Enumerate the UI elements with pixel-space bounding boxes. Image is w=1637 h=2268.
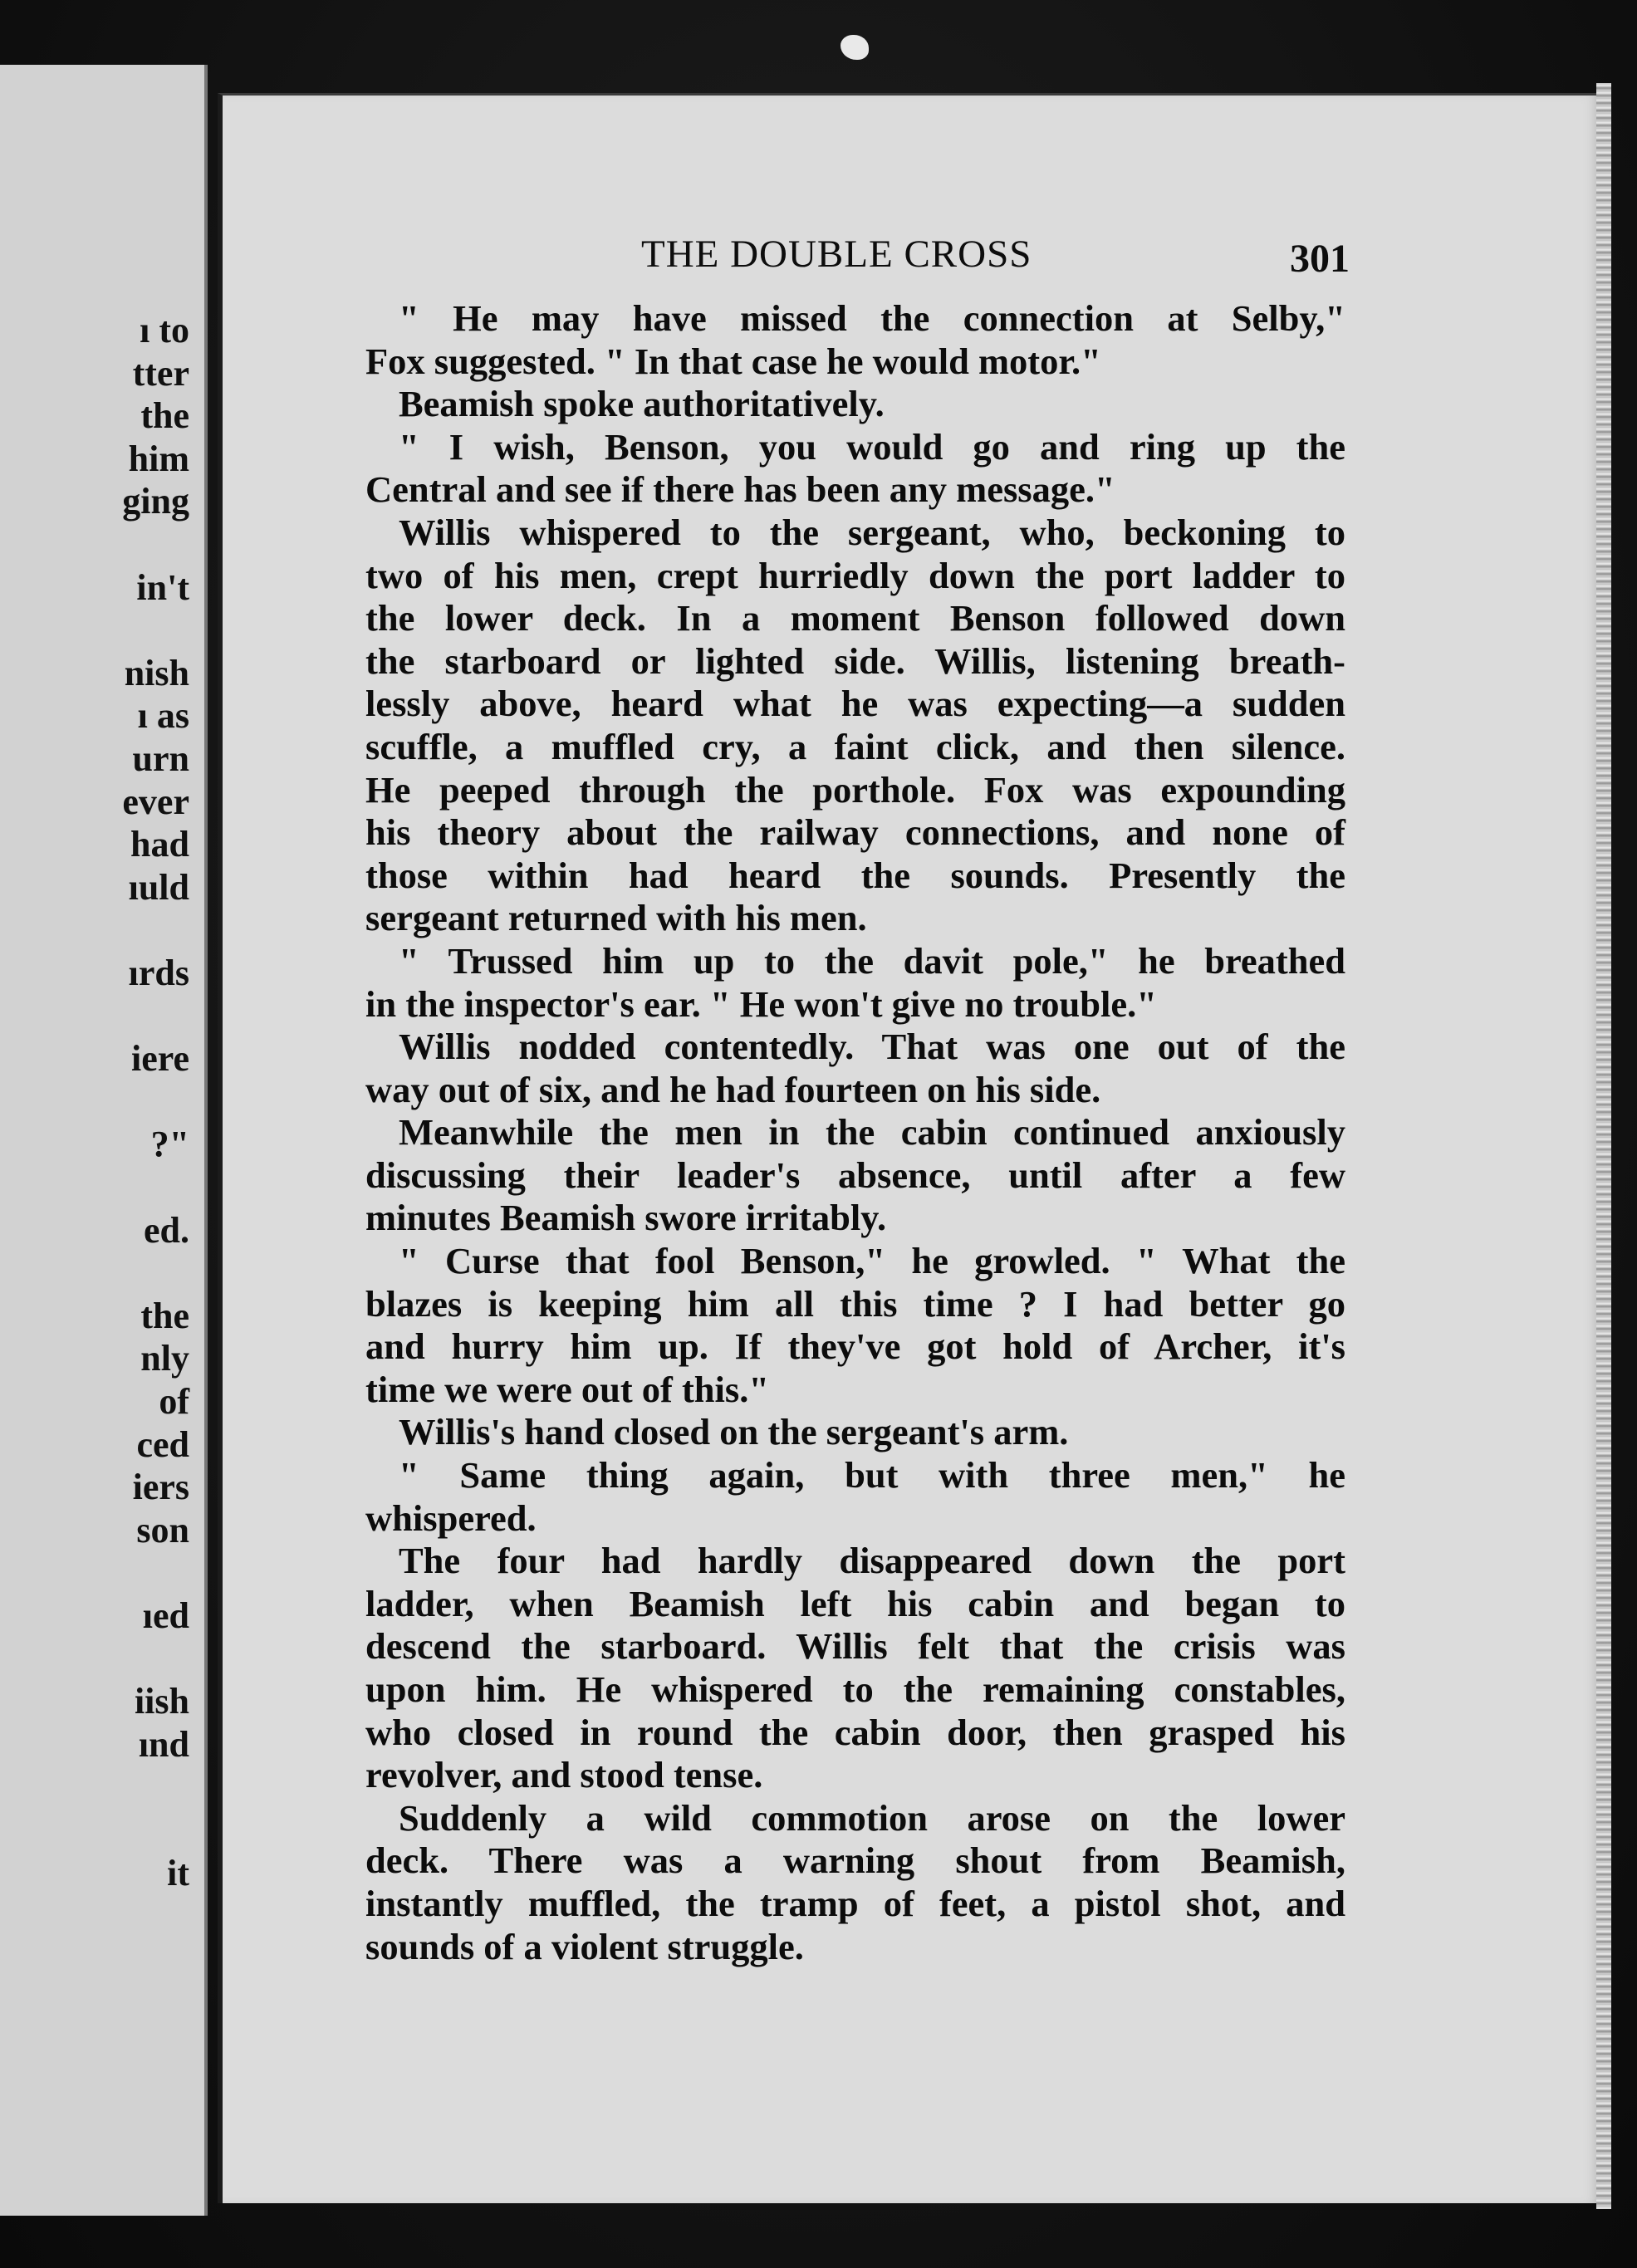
text-line: instantly muffled, the tramp of feet, a pistol shot, and <box>365 1882 1345 1924</box>
facing-page-text-fragment: of <box>159 1381 189 1422</box>
facing-page-text-fragment: ever <box>122 781 189 822</box>
text-line: the starboard or lighted side. Willis, listening breath- <box>365 639 1345 682</box>
facing-page-text-fragment: the <box>140 1295 189 1336</box>
facing-page-text-fragment: son <box>136 1509 189 1550</box>
text-line: The four had hardly disappeared down the port <box>399 1540 1345 1582</box>
text-line: sergeant returned with his men. <box>365 897 867 939</box>
facing-page-text-fragment: ced <box>136 1423 189 1465</box>
text-line: blazes is keeping him all this time ? I had better go <box>365 1282 1345 1325</box>
text-line: the lower deck. In a moment Benson followed down <box>365 597 1345 639</box>
text-line: two of his men, crept hurriedly down the port ladder to <box>365 554 1345 596</box>
facing-page-text-fragment: urn <box>132 738 189 779</box>
text-line: discussing their leader's absence, until after a few <box>365 1154 1345 1196</box>
facing-page-text-fragment: tter <box>132 352 189 394</box>
text-line: Willis's hand closed on the sergeant's arm. <box>399 1411 1069 1453</box>
text-line: who closed in round the cabin door, then grasped his <box>365 1711 1345 1753</box>
facing-page-text-fragment: iere <box>130 1038 189 1080</box>
text-line: Fox suggested. " In that case he would motor." <box>365 340 1101 382</box>
text-line: ladder, when Beamish left his cabin and began to <box>365 1582 1345 1624</box>
text-line: Willis whispered to the sergeant, who, beckoning to <box>399 511 1345 553</box>
text-line: " Same thing again, but with three men," he <box>399 1454 1345 1496</box>
text-line: " I wish, Benson, you would go and ring up the <box>399 425 1345 468</box>
text-line: sounds of a violent struggle. <box>365 1925 804 1967</box>
facing-page-text-fragment: ı as <box>137 695 189 737</box>
running-head: THE DOUBLE CROSS <box>641 233 1032 276</box>
text-line: " Curse that fool Benson," he growled. " What the <box>399 1240 1345 1282</box>
text-line: " He may have missed the connection at Selby," <box>399 297 1345 339</box>
text-line: revolver, and stood tense. <box>365 1754 763 1796</box>
page-number: 301 <box>1290 237 1350 281</box>
facing-page-text-fragment: in't <box>136 566 189 608</box>
facing-page-text-fragment: iish <box>134 1681 189 1722</box>
text-line: time we were out of this." <box>365 1368 770 1410</box>
text-line: Suddenly a wild commotion arose on the lower <box>399 1796 1345 1839</box>
facing-page-text-fragment: had <box>130 824 189 865</box>
text-line: Beamish spoke authoritatively. <box>399 383 885 425</box>
text-line: his theory about the railway connections, and none of <box>365 811 1345 854</box>
facing-page-text-fragment: ırds <box>128 953 189 993</box>
text-line: deck. There was a warning shout from Beamish, <box>365 1839 1345 1882</box>
text-line: descend the starboard. Willis felt that the crisis was <box>365 1625 1345 1668</box>
page-edge <box>1596 83 1611 2209</box>
facing-page-text-fragment: ?" <box>150 1124 189 1165</box>
facing-page-text-fragment: it <box>167 1852 189 1893</box>
facing-page-fragment <box>0 65 208 2216</box>
text-line: in the inspector's ear. " He won't give no trouble." <box>365 982 1157 1025</box>
facing-page-text-fragment: ıuld <box>128 866 189 908</box>
text-line: upon him. He whispered to the remaining constables, <box>365 1668 1345 1710</box>
facing-page-text-fragment: nish <box>124 652 189 693</box>
facing-page-text-fragment: ging <box>122 481 189 522</box>
facing-page-text-fragment: nly <box>140 1338 189 1379</box>
text-line: whispered. <box>365 1496 537 1539</box>
text-line: He peeped through the porthole. Fox was expounding <box>365 768 1345 811</box>
text-line: and hurry him up. If they've got hold of Archer, it's <box>365 1325 1345 1368</box>
facing-page-text-fragment: the <box>140 395 189 437</box>
text-line: Willis nodded contentedly. That was one out of the <box>399 1026 1345 1068</box>
text-line: minutes Beamish swore irritably. <box>365 1197 887 1239</box>
text-line: lessly above, heard what he was expecting—a sudden <box>365 683 1345 725</box>
facing-page-text-fragment: him <box>128 438 189 479</box>
facing-page-text-fragment: ıed <box>142 1595 189 1636</box>
body-text <box>365 297 1345 1968</box>
facing-page-text-fragment: ed. <box>144 1209 189 1251</box>
text-line: those within had heard the sounds. Presently the <box>365 854 1345 896</box>
facing-page-text-fragment: ınd <box>138 1723 189 1765</box>
facing-page-text-fragment: ı to <box>140 310 189 350</box>
text-line: " Trussed him up to the davit pole," he breathed <box>399 939 1345 982</box>
text-line: way out of six, and he had fourteen on his side. <box>365 1068 1101 1110</box>
text-line: Central and see if there has been any message." <box>365 468 1115 511</box>
text-line: scuffle, a muffled cry, a faint click, and then silence. <box>365 725 1345 767</box>
text-line: Meanwhile the men in the cabin continued anxiously <box>399 1111 1345 1154</box>
facing-page-text-fragment: iers <box>132 1467 189 1508</box>
